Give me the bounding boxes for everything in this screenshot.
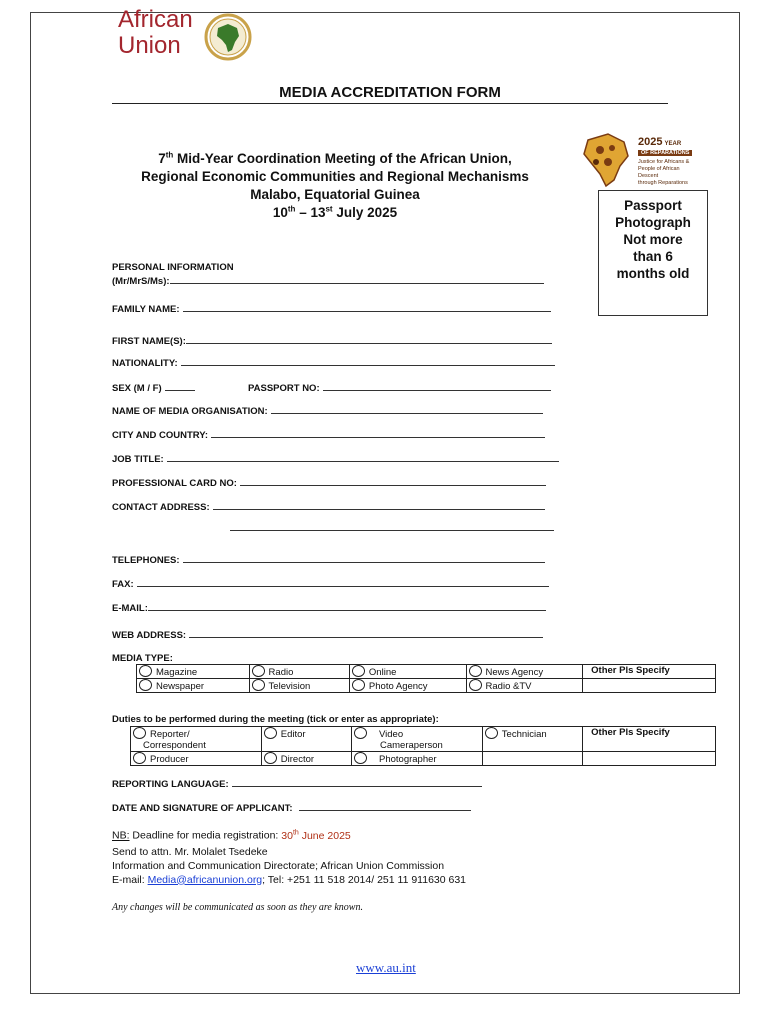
- changes-note: Any changes will be communicated as soon as they are known.: [112, 902, 363, 913]
- duty-option-editor[interactable]: Editor: [261, 727, 351, 752]
- duty-empty-cell: [482, 752, 582, 766]
- form-title: MEDIA ACCREDITATION FORM: [112, 84, 668, 104]
- website-link[interactable]: www.au.int: [356, 960, 416, 975]
- media-option-news-agency[interactable]: News Agency: [466, 665, 583, 679]
- year-of-reparations-badge: 2025 YEAR OF REPARATIONS Justice for Africans & People of African Descent through Reparations: [578, 130, 700, 186]
- radio-icon[interactable]: [469, 679, 482, 691]
- radio-icon[interactable]: [352, 665, 365, 677]
- passport-no-field[interactable]: PASSPORT NO:: [248, 381, 551, 394]
- telephones-field[interactable]: TELEPHONES:: [112, 553, 545, 566]
- media-option-photo-agency[interactable]: Photo Agency: [349, 679, 466, 693]
- job-title-field[interactable]: JOB TITLE:: [112, 452, 559, 465]
- date-signature-field[interactable]: DATE AND SIGNATURE OF APPLICANT:: [112, 801, 471, 814]
- title-prefix-field[interactable]: (Mr/MrS/Ms):: [112, 274, 544, 287]
- contact-address-line-2[interactable]: [230, 530, 554, 531]
- radio-icon[interactable]: [252, 665, 265, 677]
- contact-address-field[interactable]: CONTACT ADDRESS:: [112, 500, 545, 513]
- radio-icon[interactable]: [485, 727, 498, 739]
- media-option-online[interactable]: Online: [349, 665, 466, 679]
- duty-option-reporter[interactable]: Reporter/ Correspondent: [131, 727, 262, 752]
- fax-field[interactable]: FAX:: [112, 577, 549, 590]
- radio-icon[interactable]: [469, 665, 482, 677]
- duties-label: Duties to be performed during the meeting (tick or enter as appropriate):: [112, 714, 439, 725]
- radio-icon[interactable]: [354, 752, 367, 764]
- city-country-field[interactable]: CITY AND COUNTRY:: [112, 428, 545, 441]
- media-option-radio-tv[interactable]: Radio &TV: [466, 679, 583, 693]
- web-address-field[interactable]: WEB ADDRESS:: [112, 628, 543, 641]
- first-names-field[interactable]: FIRST NAME(S):: [112, 334, 552, 347]
- radio-icon[interactable]: [133, 752, 146, 764]
- sex-field[interactable]: SEX (M / F): [112, 381, 195, 394]
- email-link[interactable]: Media@africanunion.org: [147, 873, 263, 886]
- media-option-television[interactable]: Television: [249, 679, 349, 693]
- professional-card-field[interactable]: PROFESSIONAL CARD NO:: [112, 476, 546, 489]
- duties-table: [130, 726, 716, 766]
- nb-notice: NB: Deadline for media registration: 30th June 2025 Send to attn. Mr. Molalet Tsedeke Information and Communication Directorate; African Union Commission E-mail: Media@africanunion.org; Tel: +251 11 518 2014/ 251 11 911630 631: [112, 829, 467, 886]
- media-other-specify[interactable]: Other Pls Specify: [583, 665, 716, 679]
- passport-photo-box[interactable]: Passport Photograph Not more than 6 months old: [598, 190, 708, 316]
- duty-option-video[interactable]: Video Cameraperson: [352, 727, 483, 752]
- media-option-newspaper[interactable]: Newspaper: [137, 679, 250, 693]
- duty-other-input[interactable]: [583, 752, 716, 766]
- duty-other-specify[interactable]: Other Pls Specify: [583, 727, 716, 752]
- media-option-radio[interactable]: Radio: [249, 665, 349, 679]
- radio-icon[interactable]: [133, 727, 146, 739]
- media-type-table: [136, 664, 716, 693]
- reporting-language-field[interactable]: REPORTING LANGUAGE:: [112, 777, 482, 790]
- media-type-label: MEDIA TYPE:: [112, 653, 173, 664]
- media-organisation-field[interactable]: NAME OF MEDIA ORGANISATION:: [112, 404, 543, 417]
- media-other-input[interactable]: [583, 679, 716, 693]
- duty-option-technician[interactable]: Technician: [482, 727, 582, 752]
- radio-icon[interactable]: [354, 727, 367, 739]
- radio-icon[interactable]: [264, 727, 277, 739]
- radio-icon[interactable]: [264, 752, 277, 764]
- africa-reparations-emblem-icon: [578, 130, 634, 188]
- africa-map-emblem-icon: [202, 12, 254, 62]
- radio-icon[interactable]: [352, 679, 365, 691]
- radio-icon[interactable]: [139, 679, 152, 691]
- duty-option-photographer[interactable]: Photographer: [352, 752, 483, 766]
- family-name-field[interactable]: FAMILY NAME:: [112, 302, 551, 315]
- duty-option-producer[interactable]: Producer: [131, 752, 262, 766]
- personal-info-heading: PERSONAL INFORMATION: [112, 262, 234, 273]
- logo-wordmark: African Union: [118, 6, 193, 59]
- media-option-magazine[interactable]: Magazine: [137, 665, 250, 679]
- email-field[interactable]: E-MAIL:: [112, 601, 546, 614]
- nationality-field[interactable]: NATIONALITY:: [112, 356, 555, 369]
- radio-icon[interactable]: [139, 665, 152, 677]
- radio-icon[interactable]: [252, 679, 265, 691]
- meeting-heading: 7th Mid-Year Coordination Meeting of the African Union, Regional Economic Communities and Regional Mechanisms Malabo, Equatorial Guinea 10th – 13st July 2025: [141, 150, 529, 220]
- duty-option-director[interactable]: Director: [261, 752, 351, 766]
